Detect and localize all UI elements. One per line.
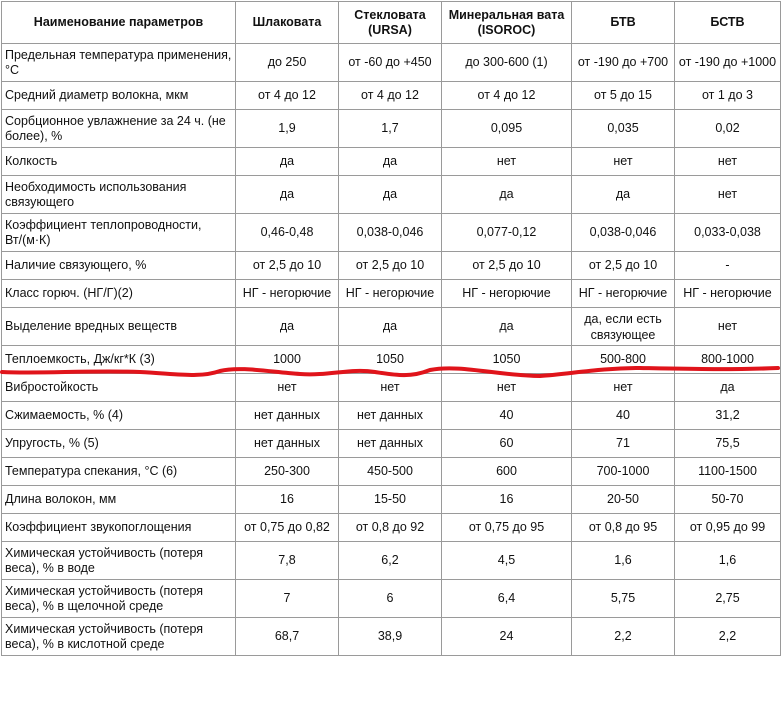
cell-value: нет — [675, 176, 781, 214]
cell-value: 0,038-0,046 — [339, 214, 442, 252]
cell-value: да — [339, 148, 442, 176]
cell-value: нет — [572, 148, 675, 176]
row-label: Класс горюч. (НГ/Г)(2) — [2, 280, 236, 308]
table-row — [2, 308, 781, 346]
cell-value: 40 — [572, 402, 675, 430]
cell-value: 6,2 — [339, 542, 442, 580]
cell-value: 500-800 — [572, 346, 675, 374]
table-row — [2, 44, 781, 82]
cell-value: 1,9 — [236, 110, 339, 148]
cell-value: 0,035 — [572, 110, 675, 148]
table-row — [2, 486, 781, 514]
table-row — [2, 214, 781, 252]
table-row — [2, 580, 781, 618]
row-label: Коэффициент теплопроводности, Вт/(м·К) — [2, 214, 236, 252]
cell-value: НГ - негорючие — [339, 280, 442, 308]
cell-value: 2,75 — [675, 580, 781, 618]
cell-value: 1,6 — [675, 542, 781, 580]
cell-value: 20-50 — [572, 486, 675, 514]
cell-value: да — [572, 176, 675, 214]
cell-value: да — [236, 176, 339, 214]
cell-value: от 4 до 12 — [442, 82, 572, 110]
cell-value: да — [675, 374, 781, 402]
cell-value: 2,2 — [572, 618, 675, 656]
row-label: Средний диаметр волокна, мкм — [2, 82, 236, 110]
row-label: Упругость, % (5) — [2, 430, 236, 458]
table-row — [2, 252, 781, 280]
cell-value: от 0,75 до 0,82 — [236, 514, 339, 542]
cell-value: 0,095 — [442, 110, 572, 148]
table-row — [2, 542, 781, 580]
cell-value: от -60 до +450 — [339, 44, 442, 82]
cell-value: 40 — [442, 402, 572, 430]
cell-value: 16 — [236, 486, 339, 514]
row-label: Температура спекания, °С (6) — [2, 458, 236, 486]
row-label: Вибростойкость — [2, 374, 236, 402]
cell-value: да — [442, 308, 572, 346]
cell-value: 24 — [442, 618, 572, 656]
cell-value: 700-1000 — [572, 458, 675, 486]
cell-value: да — [236, 308, 339, 346]
cell-value: 0,077-0,12 — [442, 214, 572, 252]
cell-value: 1050 — [339, 346, 442, 374]
cell-value: 5,75 — [572, 580, 675, 618]
row-label: Теплоемкость, Дж/кг*К (3) — [2, 346, 236, 374]
row-label: Химическая устойчивость (потеря веса), % в кислотной среде — [2, 618, 236, 656]
cell-value: от 2,5 до 10 — [442, 252, 572, 280]
cell-value: нет данных — [339, 430, 442, 458]
cell-value: от 0,95 до 99 — [675, 514, 781, 542]
table-row — [2, 82, 781, 110]
cell-value: от 1 до 3 — [675, 82, 781, 110]
cell-value: 7 — [236, 580, 339, 618]
cell-value: нет — [572, 374, 675, 402]
cell-value: нет — [442, 374, 572, 402]
table-header-row — [2, 2, 781, 44]
header-glass-wool-line2: (URSA) — [368, 22, 412, 37]
cell-value: 1,7 — [339, 110, 442, 148]
cell-value: да — [236, 148, 339, 176]
cell-value: 1,6 — [572, 542, 675, 580]
row-label: Длина волокон, мм — [2, 486, 236, 514]
cell-value: НГ - негорючие — [236, 280, 339, 308]
table-row — [2, 148, 781, 176]
cell-value: 1050 — [442, 346, 572, 374]
cell-value: - — [675, 252, 781, 280]
cell-value: да — [339, 176, 442, 214]
cell-value: 250-300 — [236, 458, 339, 486]
cell-value: от 0,75 до 95 — [442, 514, 572, 542]
cell-value: от 2,5 до 10 — [339, 252, 442, 280]
cell-value: 31,2 — [675, 402, 781, 430]
cell-value: нет — [339, 374, 442, 402]
cell-value: 60 — [442, 430, 572, 458]
cell-value: НГ - негорючие — [675, 280, 781, 308]
row-label: Сжимаемость, % (4) — [2, 402, 236, 430]
row-label: Предельная температура применения,°С — [2, 44, 236, 82]
cell-value: 68,7 — [236, 618, 339, 656]
row-label: Необходимость использования связующего — [2, 176, 236, 214]
cell-value: 7,8 — [236, 542, 339, 580]
table-row — [2, 176, 781, 214]
table-row — [2, 458, 781, 486]
cell-value: нет — [675, 148, 781, 176]
cell-value: НГ - негорючие — [442, 280, 572, 308]
cell-value: нет — [236, 374, 339, 402]
header-mineral-wool-line1: Минеральная вата — [448, 7, 565, 22]
table-row — [2, 374, 781, 402]
cell-value: 71 — [572, 430, 675, 458]
cell-value: от -190 до +1000 — [675, 44, 781, 82]
cell-value: нет данных — [236, 402, 339, 430]
cell-value: 6 — [339, 580, 442, 618]
cell-value: нет — [442, 148, 572, 176]
header-glass-wool-line1: Стекловата — [354, 7, 426, 22]
header-bstv: БСТВ — [675, 2, 781, 44]
cell-value: да, если есть связующее — [572, 308, 675, 346]
header-btv: БТВ — [572, 2, 675, 44]
row-label: Наличие связующего, % — [2, 252, 236, 280]
cell-value: нет — [675, 308, 781, 346]
cell-value: до 250 — [236, 44, 339, 82]
cell-value: 38,9 — [339, 618, 442, 656]
cell-value: 600 — [442, 458, 572, 486]
row-label: Коэффициент звукопоглощения — [2, 514, 236, 542]
cell-value: 50-70 — [675, 486, 781, 514]
cell-value: 6,4 — [442, 580, 572, 618]
cell-value: от 2,5 до 10 — [236, 252, 339, 280]
cell-value: от 4 до 12 — [339, 82, 442, 110]
cell-value: от 2,5 до 10 — [572, 252, 675, 280]
cell-value: 0,02 — [675, 110, 781, 148]
cell-value: 75,5 — [675, 430, 781, 458]
cell-value: НГ - негорючие — [572, 280, 675, 308]
row-label: Химическая устойчивость (потеря веса), % в щелочной среде — [2, 580, 236, 618]
cell-value: 0,038-0,046 — [572, 214, 675, 252]
cell-value: 800-1000 — [675, 346, 781, 374]
header-mineral-wool — [442, 2, 572, 44]
cell-value: нет данных — [339, 402, 442, 430]
cell-value: до 300-600 (1) — [442, 44, 572, 82]
cell-value: да — [339, 308, 442, 346]
table-row — [2, 618, 781, 656]
row-label: Выделение вредных веществ — [2, 308, 236, 346]
header-glass-wool — [339, 2, 442, 44]
cell-value: 1100-1500 — [675, 458, 781, 486]
header-parameter-name: Наименование параметров — [2, 2, 236, 44]
row-label: Сорбционное увлажнение за 24 ч. (не более), % — [2, 110, 236, 148]
cell-value: 1000 — [236, 346, 339, 374]
table-row — [2, 402, 781, 430]
header-slag-wool: Шлаковата — [236, 2, 339, 44]
cell-value: 450-500 — [339, 458, 442, 486]
cell-value: 16 — [442, 486, 572, 514]
table-row — [2, 514, 781, 542]
cell-value: от 0,8 до 95 — [572, 514, 675, 542]
cell-value: 0,46-0,48 — [236, 214, 339, 252]
header-mineral-wool-line2: (ISOROC) — [477, 22, 536, 37]
cell-value: да — [442, 176, 572, 214]
row-label: Химическая устойчивость (потеря веса), % в воде — [2, 542, 236, 580]
cell-value: 4,5 — [442, 542, 572, 580]
cell-value: 2,2 — [675, 618, 781, 656]
table-row — [2, 110, 781, 148]
cell-value: от 0,8 до 92 — [339, 514, 442, 542]
table-row — [2, 346, 781, 374]
cell-value: нет данных — [236, 430, 339, 458]
table-row — [2, 430, 781, 458]
cell-value: 0,033-0,038 — [675, 214, 781, 252]
cell-value: от -190 до +700 — [572, 44, 675, 82]
cell-value: 15-50 — [339, 486, 442, 514]
parameters-table — [1, 1, 781, 656]
cell-value: от 4 до 12 — [236, 82, 339, 110]
cell-value: от 5 до 15 — [572, 82, 675, 110]
row-label: Колкость — [2, 148, 236, 176]
table-row — [2, 280, 781, 308]
